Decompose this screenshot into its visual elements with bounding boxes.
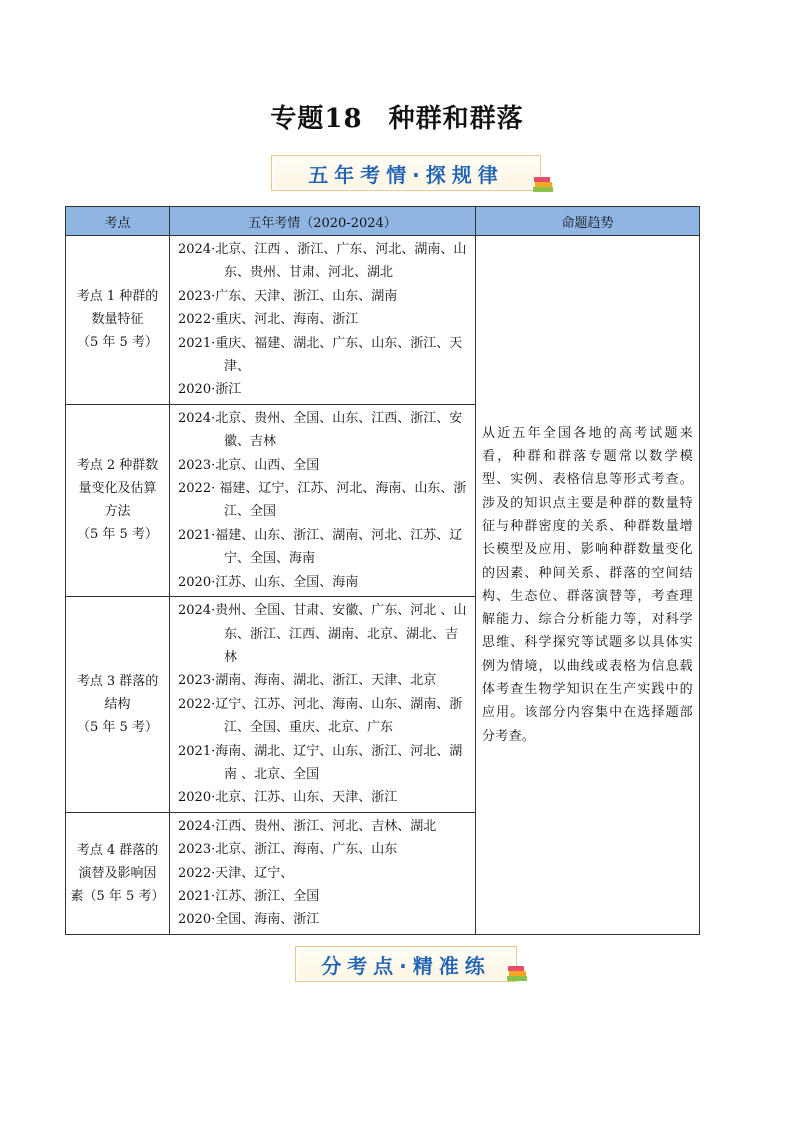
page-title bbox=[0, 98, 794, 135]
point-line: 方法 bbox=[104, 504, 131, 520]
point-line: 考点 3 群落的 bbox=[76, 673, 159, 689]
year-entry: 2020·全国、海南、浙江 bbox=[178, 912, 320, 928]
title-text: 种群和群落 bbox=[388, 104, 524, 134]
exam-point-cell bbox=[66, 812, 170, 934]
books-icon bbox=[531, 175, 555, 195]
point-line: 考点 4 群落的 bbox=[76, 842, 159, 858]
year-entry: 2023·广东、天津、浙江、山东、湖南 bbox=[178, 288, 398, 304]
title-prefix: 专题 bbox=[270, 104, 325, 134]
point-line: 素（5 年 5 考） bbox=[70, 888, 165, 904]
year-entry: 2022· 福建、辽宁、江苏、河北、海南、山东、浙江、全国 bbox=[178, 481, 467, 520]
point-line: 量变化及估算 bbox=[78, 481, 157, 497]
exam-point-cell bbox=[66, 236, 170, 405]
year-entry: 2020·江苏、山东、全国、海南 bbox=[178, 574, 359, 590]
year-entry: 2021·福建、山东、浙江、湖南、河北、江苏、辽宁、全国、海南 bbox=[178, 527, 463, 567]
trend-cell: 从近五年全国各地的高考试题来看，种群和群落专题常以数学模型、实例、表格信息等形式考查。涉及的知识点主要是种群的数量特征与种群密度的关系、种群数量增长模型及应用、影响种群数量变化的因素、种间关系、群落的空间结构、生态位、群落演替等，考查理解能力、综合分析能力等，对科学思维、科学探究等试题多以具体实例为情境，以曲线或表格为信息载体考查生物学知识在生产实践中的应用。该部分内容集中在选择题部分考查。 bbox=[476, 236, 700, 935]
point-line: 结构 bbox=[104, 696, 131, 712]
year-entry: 2023·北京、浙江、海南、广东、山东 bbox=[178, 842, 398, 858]
year-entry: 2021·重庆、福建、湖北、广东、山东、浙江、天津、 bbox=[178, 335, 463, 375]
header-trend: 命题趋势 bbox=[476, 207, 700, 236]
point-line: （5 年 5 考） bbox=[77, 527, 158, 543]
header-point: 考点 bbox=[66, 207, 170, 236]
year-entry: 2024·贵州、全国、甘肃、安徽、广东、河北 、山东、浙江、江西、湖南、北京、湖北、吉林 bbox=[178, 603, 467, 665]
year-entry: 2024·北京、江西 、浙江、广东、河北、湖南、山东、贵州、甘肃、河北、湖北 bbox=[178, 242, 467, 281]
year-entry: 2020·浙江 bbox=[178, 382, 242, 398]
title-number: 18 bbox=[324, 104, 363, 134]
years-cell bbox=[170, 404, 476, 596]
year-entry: 2020·北京、江苏、山东、天津、浙江 bbox=[178, 790, 398, 806]
year-entry: 2024·北京、贵州、全国、山东、江西、浙江、安徽、吉林 bbox=[178, 410, 463, 450]
point-line: 考点 1 种群的 bbox=[76, 289, 159, 305]
books-icon bbox=[505, 964, 529, 984]
point-line: （5 年 5 考） bbox=[77, 335, 158, 351]
year-entry: 2022·天津、辽宁、 bbox=[178, 865, 294, 881]
year-entry: 2021·江苏、浙江、全国 bbox=[178, 888, 320, 904]
years-cell bbox=[170, 597, 476, 813]
section-banner-bottom: 分考点·精准练 bbox=[295, 946, 517, 982]
years-cell bbox=[170, 236, 476, 405]
year-entry: 2023·湖南、海南、湖北、浙江、天津、北京 bbox=[178, 673, 437, 689]
exam-point-cell bbox=[66, 597, 170, 813]
point-line: （5 年 5 考） bbox=[77, 719, 158, 735]
exam-point-cell bbox=[66, 404, 170, 596]
years-cell bbox=[170, 812, 476, 934]
year-entry: 2023·北京、山西、全国 bbox=[178, 457, 320, 473]
point-line: 考点 2 种群数 bbox=[76, 458, 159, 474]
section-banner-top: 五年考情·探规律 bbox=[271, 155, 541, 191]
year-entry: 2024·江西、贵州、浙江、河北、吉林、湖北 bbox=[178, 818, 437, 834]
table-header-row bbox=[66, 207, 700, 236]
header-years: 五年考情（2020-2024） bbox=[170, 207, 476, 236]
year-entry: 2022·重庆、河北、海南、浙江 bbox=[178, 312, 359, 328]
year-entry: 2022·辽宁、江苏、河北、海南、山东、湖南、浙江、全国、重庆、北京、广东 bbox=[178, 696, 463, 736]
point-line: 数量特征 bbox=[91, 312, 144, 328]
point-line: 演替及影响因 bbox=[78, 865, 157, 881]
exam-table bbox=[65, 206, 700, 935]
year-entry: 2021·海南、湖北、辽宁、山东、浙江、河北、湖南 、北京、全国 bbox=[178, 743, 463, 782]
table-row bbox=[66, 236, 700, 405]
